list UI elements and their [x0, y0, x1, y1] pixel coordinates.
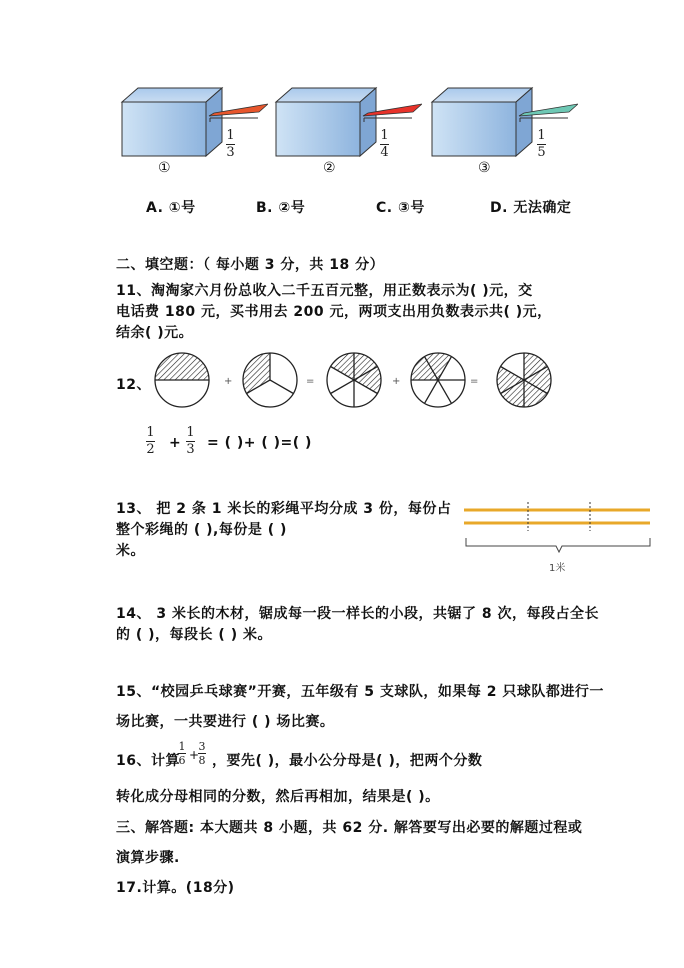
q12-circles: [150, 348, 560, 412]
section3-line2: 演算步骤.: [116, 850, 180, 866]
q12-plus: +: [169, 435, 182, 451]
box-fraction-2: 1 4: [380, 128, 389, 160]
box-label-2: ②: [323, 160, 336, 176]
box-figure-3: [428, 86, 578, 164]
choice-a[interactable]: A. ①号: [146, 200, 196, 216]
q11-line3: 结余( )元。: [116, 325, 194, 341]
q12-label: 12、: [116, 377, 151, 393]
q13-line2: 整个彩绳的 ( ),每份是 ( ): [116, 522, 287, 538]
box-fraction-1: 1 3: [226, 128, 235, 160]
q16-rest: ，要先( )，最小公分母是( )，把两个分数: [212, 753, 483, 769]
circle-sixths-c: [497, 353, 551, 407]
circle-sixths-a: [327, 353, 381, 407]
q14-line1: 14、 3 米长的木材，锯成每一段一样长的小段，共锯了 8 次，每段占全长: [116, 606, 599, 622]
q16-frac1: 1 6: [178, 740, 186, 767]
box-label-1: ①: [158, 160, 171, 176]
q11-line1: 11、淘淘家六月份总收入二千五百元整，用正数表示为( )元，交: [116, 283, 533, 299]
box-label-3: ③: [478, 160, 491, 176]
q12-equation: = ( )+ ( )=( ): [207, 435, 312, 451]
q14-line2: 的 ( )，每段长 ( ) 米。: [116, 627, 272, 643]
choice-c[interactable]: C. ③号: [376, 200, 425, 216]
choice-d[interactable]: D. 无法确定: [490, 200, 572, 216]
q13-line1: 13、 把 2 条 1 米长的彩绳平均分成 3 份，每份占: [116, 501, 452, 517]
box-fraction-3: 1 5: [537, 128, 546, 160]
q11-line2: 电话费 180 元，买书用去 200 元，两项支出用负数表示共( )元，: [116, 304, 552, 320]
choice-b[interactable]: B. ②号: [256, 200, 306, 216]
q17-title: 17.计算。(18分): [116, 880, 235, 896]
q16-plus: +: [189, 748, 200, 762]
q15-line1: 15、“校园乒乓球赛”开赛，五年级有 5 支球队，如果每 2 只球队都进行一: [116, 684, 604, 700]
q13-line3: 米。: [116, 543, 145, 559]
q16-prefix: 16、计算: [116, 753, 180, 769]
section2-title: 二、填空题：（ 每小题 3 分，共 18 分）: [116, 257, 385, 273]
svg-text:+: +: [392, 376, 401, 387]
box-figure-2: [272, 86, 422, 164]
rope-label: 1米: [549, 563, 566, 574]
rope-diagram: [462, 500, 652, 562]
svg-text:=: =: [470, 376, 479, 387]
circle-half: [155, 353, 209, 407]
q16-frac2: 3 8: [198, 740, 206, 767]
circle-sixths-b: [411, 353, 465, 407]
q15-line2: 场比赛，一共要进行 ( ) 场比赛。: [116, 714, 335, 730]
section3-line1: 三、解答题: 本大题共 8 小题，共 62 分. 解答要写出必要的解题过程或: [116, 820, 583, 836]
q12-frac1: 1 2: [146, 425, 155, 457]
svg-text:=: =: [306, 376, 315, 387]
circle-third: [243, 353, 297, 407]
box-figure-1: [118, 86, 268, 164]
svg-text:+: +: [224, 376, 233, 387]
q12-frac2: 1 3: [186, 425, 195, 457]
q16-line2: 转化成分母相同的分数，然后再相加，结果是( )。: [116, 789, 440, 805]
